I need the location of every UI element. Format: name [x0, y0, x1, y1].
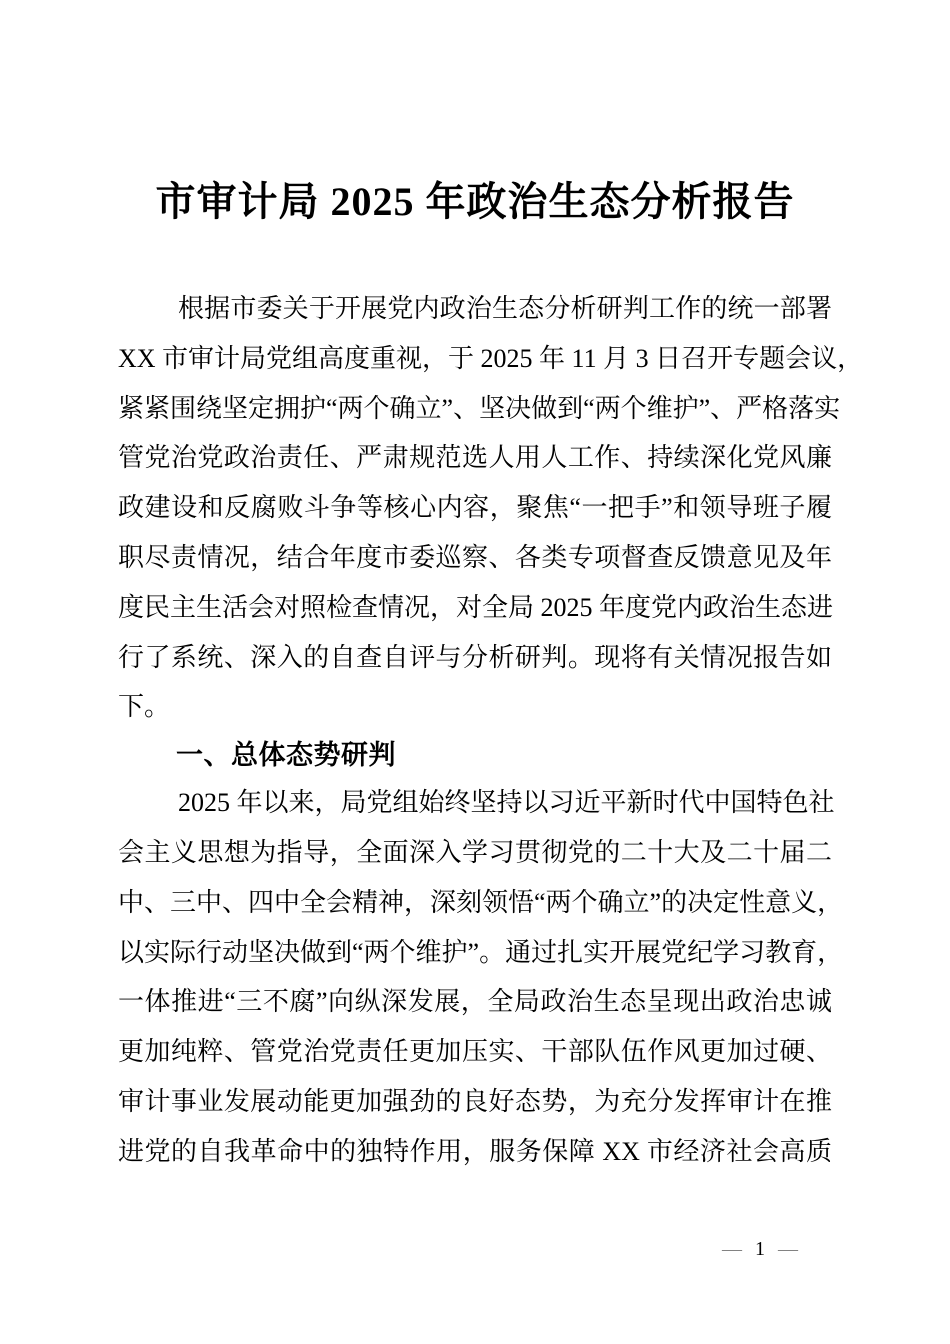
paragraph-line: 2025 年以来，局党组始终坚持以习近平新时代中国特色社: [178, 788, 835, 818]
paragraph-line: 职尽责情况，结合年度市委巡察、各类专项督查反馈意见及年: [118, 542, 832, 572]
paragraph-line: 行了系统、深入的自查自评与分析研判。现将有关情况报告如: [118, 642, 832, 672]
paragraph-line: 度民主生活会对照检查情况，对全局 2025 年度党内政治生态进: [118, 592, 834, 622]
paragraph-2: [118, 778, 844, 1176]
paragraph-line: 一体推进“三不腐”向纵深发展，全局政治生态呈现出政治忠诚: [118, 987, 832, 1017]
paragraph-line: 中、三中、四中全会精神，深刻领悟“两个确立”的决定性意义，: [118, 887, 844, 917]
document-title: 市审计局 2025 年政治生态分析报告: [155, 179, 795, 224]
paragraph-line: 进党的自我革命中的独特作用，服务保障 XX 市经济社会高质: [118, 1136, 832, 1166]
page-number: [722, 1236, 798, 1262]
paragraph-line: 政建设和反腐败斗争等核心内容，聚焦“一把手”和领导班子履: [118, 493, 832, 523]
document-body: [118, 284, 864, 1177]
paragraph-line: 下。: [118, 692, 171, 722]
page-number-right-dash: —: [778, 1238, 798, 1260]
paragraph-line: 管党治党政治责任、严肃规范选人用人工作、持续深化党风廉: [118, 443, 832, 473]
paragraph-1: [118, 284, 864, 732]
section-heading-overall-assessment: 一、总体态势研判: [176, 740, 396, 771]
paragraph-line: 以实际行动坚决做到“两个维护”。通过扎实开展党纪学习教育，: [118, 937, 844, 967]
paragraph-line: 审计事业发展动能更加强劲的良好态势，为充分发挥审计在推: [118, 1086, 832, 1116]
page-number-left-dash: —: [722, 1238, 742, 1260]
paragraph-line: 根据市委关于开展党内政治生态分析研判工作的统一部署: [178, 294, 832, 323]
paragraph-line: XX 市审计局党组高度重视，于 2025 年 11 月 3 日召开专题会议，: [118, 343, 864, 373]
paragraph-line: 更加纯粹、管党治党责任更加压实、干部队伍作风更加过硬、: [118, 1037, 832, 1067]
paragraph-line: 会主义思想为指导，全面深入学习贯彻党的二十大及二十届二: [118, 837, 832, 867]
page-number-value: 1: [755, 1238, 765, 1260]
paragraph-line: 紧紧围绕坚定拥护“两个确立”、坚决做到“两个维护”、严格落实: [118, 393, 841, 423]
